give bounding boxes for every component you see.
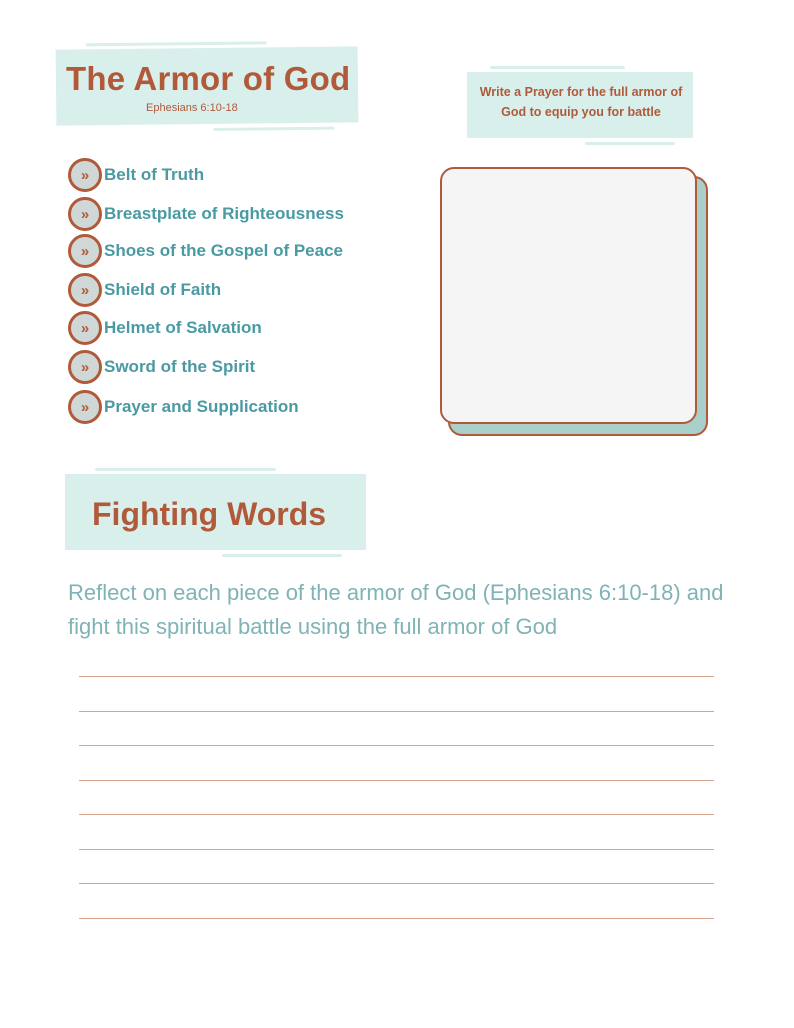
writing-line[interactable]	[79, 918, 714, 919]
chevron-right-icon: »	[68, 350, 102, 384]
prayer-prompt: Write a Prayer for the full armor of God to equip you for battle	[479, 85, 683, 119]
chevron-right-icon: »	[68, 158, 102, 192]
writing-line[interactable]	[79, 745, 714, 746]
prayer-writing-box[interactable]	[440, 167, 697, 424]
armor-item-label: Helmet of Salvation	[104, 318, 262, 337]
armor-item-label: Belt of Truth	[104, 165, 205, 184]
writing-line[interactable]	[79, 849, 714, 850]
writing-line[interactable]	[79, 883, 714, 884]
armor-item-label: Breastplate of Righteousness	[104, 204, 344, 223]
armor-item-label: Prayer and Supplication	[104, 397, 299, 416]
armor-item-breastplate	[68, 197, 344, 231]
armor-item-label: Shield of Faith	[104, 280, 222, 299]
writing-line[interactable]	[79, 676, 714, 677]
scripture-reference: Ephesians 6:10-18	[146, 102, 238, 114]
page-title: The Armor of God	[66, 60, 351, 97]
chevron-right-icon: »	[68, 197, 102, 231]
armor-item-shoes	[68, 234, 343, 268]
chevron-right-icon: »	[68, 311, 102, 345]
armor-item-label: Sword of the Spirit	[104, 357, 256, 376]
chevron-right-icon: »	[68, 234, 102, 268]
reflection-instructions: Reflect on each piece of the armor of God (Ephesians 6:10-18) and fight this spiritual battle using the full armor of God	[68, 580, 724, 639]
writing-line[interactable]	[79, 780, 714, 781]
chevron-right-icon: »	[68, 273, 102, 307]
armor-item-sword	[68, 350, 255, 384]
armor-item-label: Shoes of the Gospel of Peace	[104, 241, 344, 260]
armor-item-shield	[68, 273, 221, 307]
armor-item-helmet	[68, 311, 262, 345]
chevron-right-icon: »	[68, 390, 102, 424]
writing-line[interactable]	[79, 711, 714, 712]
section-title: Fighting Words	[92, 496, 327, 532]
armor-item-belt	[68, 158, 204, 192]
writing-line[interactable]	[79, 814, 714, 815]
armor-item-prayer	[68, 390, 299, 424]
